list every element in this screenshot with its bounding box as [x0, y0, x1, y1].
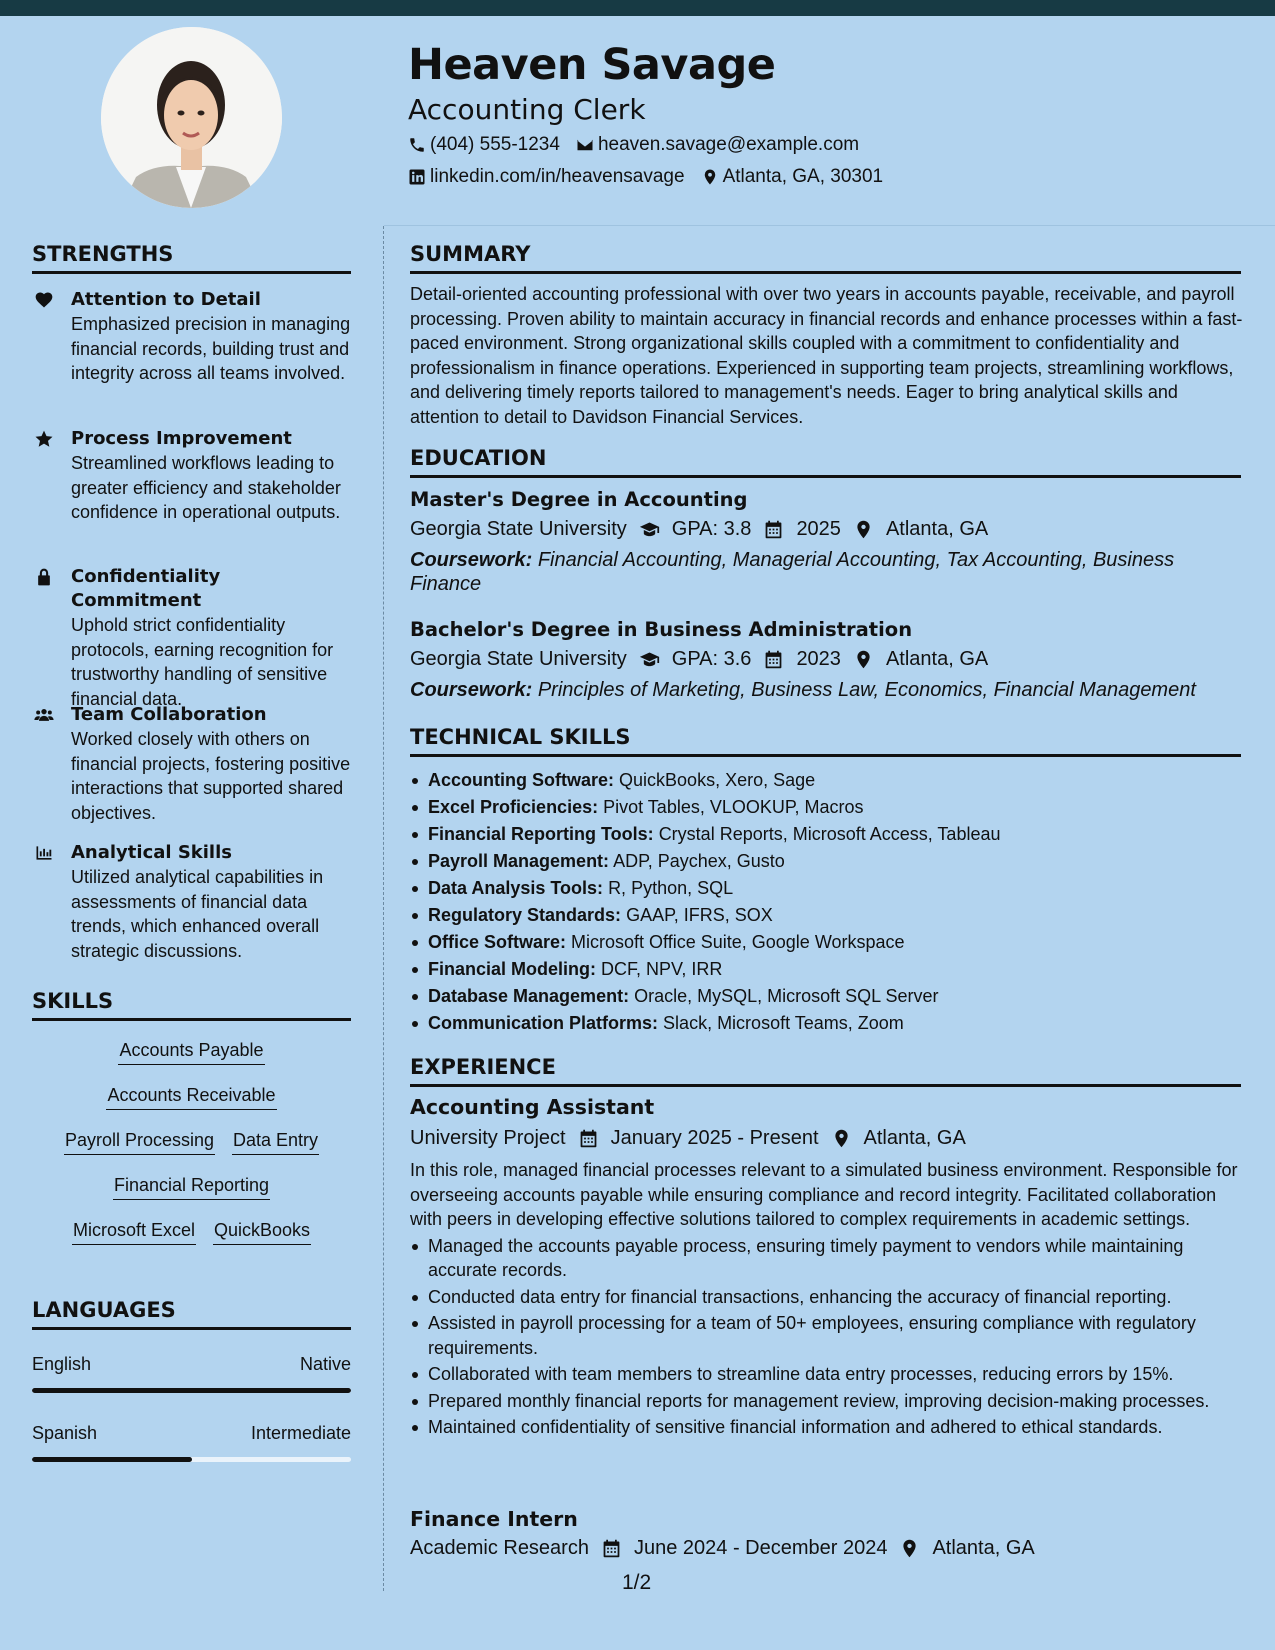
graduation-cap-icon	[639, 519, 660, 540]
skill-value: R, Python, SQL	[608, 878, 734, 898]
list-item: Collaborated with team members to streamline data entry processes, reducing errors by 15%.	[410, 1362, 1245, 1387]
column-divider	[383, 226, 384, 1591]
coursework-list: Financial Accounting, Managerial Accounting, Tax Accounting, Business Finance	[410, 549, 1175, 595]
email-text[interactable]: heaven.savage@example.com	[597, 134, 860, 155]
skill-label: Database Management:	[428, 986, 630, 1006]
skill-label: Communication Platforms:	[428, 1013, 659, 1033]
coursework-list: Principles of Marketing, Business Law, Economics, Financial Management	[537, 679, 1196, 701]
education-heading: EDUCATION	[410, 446, 1241, 478]
location-text: Atlanta, GA, 30301	[722, 166, 884, 187]
language-item	[32, 1423, 351, 1462]
phone-icon	[408, 136, 426, 154]
list-item	[410, 956, 1245, 983]
map-pin-icon	[899, 1538, 920, 1559]
language-proficiency-fill	[32, 1388, 351, 1393]
gpa: GPA: 3.8	[671, 518, 752, 540]
contact-row-1	[408, 134, 859, 156]
skill-value: Crystal Reports, Microsoft Access, Tableau	[658, 824, 1001, 844]
skill-chip: Data Entry	[232, 1130, 319, 1155]
technical-skills-heading: TECHNICAL SKILLS	[410, 725, 1241, 757]
languages-heading: LANGUAGES	[32, 1298, 351, 1330]
list-item: Managed the accounts payable process, ensuring timely payment to vendors while maintaining accurate records.	[410, 1234, 1245, 1283]
calendar-icon	[763, 649, 784, 670]
lock-icon	[34, 567, 54, 587]
strength-item	[32, 427, 352, 525]
education-item	[410, 488, 1245, 596]
job-org: University Project	[410, 1127, 566, 1149]
strengths-heading: STRENGTHS	[32, 242, 351, 274]
skill-value: GAAP, IFRS, SOX	[626, 905, 773, 925]
list-item	[410, 848, 1245, 875]
graduation-year: 2025	[796, 518, 841, 540]
skills-row	[32, 1220, 351, 1245]
coursework-label: Coursework:	[410, 679, 533, 701]
candidate-name: Heaven Savage	[408, 40, 776, 90]
contact-location	[701, 166, 884, 188]
summary-text: Detail-oriented accounting professional with over two years in accounts payable, receivable, and payroll processing. Proven ability to maintain accuracy in financial records and enhance processes within a fast-paced environment. Strong organizational skills coupled with a commitment to confidentiality and professionalism in finance operations. Experienced in supporting team projects, streamlining workflows, and delivering timely reports tailored to management's needs. Eager to bring analytical skills and attention to detail to Davidson Financial Services.	[410, 284, 1243, 427]
skills-heading: SKILLS	[32, 989, 351, 1021]
skill-label: Regulatory Standards:	[428, 905, 622, 925]
list-item	[410, 767, 1245, 794]
school-name: Georgia State University	[410, 518, 627, 540]
list-item	[410, 929, 1245, 956]
education-item	[410, 618, 1245, 702]
experience-item	[410, 1507, 1245, 1560]
job-dates: January 2025 - Present	[610, 1127, 819, 1149]
skill-value: ADP, Paychex, Gusto	[613, 851, 785, 871]
school-location: Atlanta, GA	[885, 518, 989, 540]
language-proficiency-bar	[32, 1388, 351, 1393]
strength-title: Team Collaboration	[71, 704, 267, 725]
chart-icon	[34, 843, 54, 863]
list-item	[410, 875, 1245, 902]
language-item	[32, 1354, 351, 1393]
contact-email[interactable]	[576, 134, 859, 156]
job-bullets	[410, 1234, 1245, 1440]
skill-value: Pivot Tables, VLOOKUP, Macros	[603, 797, 864, 817]
calendar-icon	[601, 1538, 622, 1559]
envelope-icon	[576, 136, 594, 154]
coursework	[410, 678, 1245, 702]
skills-row	[32, 1085, 351, 1110]
language-level: Native	[299, 1354, 351, 1374]
list-item	[410, 902, 1245, 929]
job-location: Atlanta, GA	[863, 1127, 966, 1149]
job-description: In this role, managed financial processes relevant to a simulated business environment. Responsible for overseeing accounts payable while ensuring compliance and record integrity. Facilitated collaboration with peers in developing effective solutions tailored to complex requirements in academic settings.	[410, 1160, 1238, 1229]
strength-title: Attention to Detail	[71, 289, 261, 310]
language-name: Spanish	[32, 1423, 98, 1443]
heart-icon	[34, 290, 54, 310]
strength-title: Confidentiality Commitment	[71, 566, 221, 611]
skill-label: Financial Modeling:	[428, 959, 597, 979]
skills-row	[32, 1175, 351, 1200]
strength-desc: Utilized analytical capabilities in assessments of financial data trends, which enhanced overall strategic discussions.	[71, 867, 324, 961]
candidate-title: Accounting Clerk	[408, 93, 646, 126]
strength-desc: Streamlined workflows leading to greater efficiency and stakeholder confidence in operational outputs.	[71, 453, 341, 522]
skill-label: Excel Proficiencies:	[428, 797, 599, 817]
list-item: Maintained confidentiality of sensitive financial information and adhered to ethical standards.	[410, 1415, 1245, 1440]
skill-chip: Payroll Processing	[64, 1130, 215, 1155]
skill-value: DCF, NPV, IRR	[601, 959, 723, 979]
graduation-cap-icon	[639, 649, 660, 670]
strength-title: Process Improvement	[71, 428, 292, 449]
skill-chip: Accounts Receivable	[106, 1085, 276, 1110]
skill-chip: Accounts Payable	[118, 1040, 264, 1065]
degree-title: Bachelor's Degree in Business Administration	[410, 618, 913, 641]
skill-value: QuickBooks, Xero, Sage	[619, 770, 816, 790]
calendar-icon	[578, 1128, 599, 1149]
star-icon	[34, 429, 54, 449]
users-icon	[34, 705, 54, 725]
skill-label: Office Software:	[428, 932, 567, 952]
school-location: Atlanta, GA	[885, 648, 989, 670]
job-org: Academic Research	[410, 1537, 589, 1559]
experience-item	[410, 1095, 1245, 1442]
profile-photo	[101, 27, 282, 208]
experience-heading: EXPERIENCE	[410, 1055, 1241, 1087]
list-item	[410, 821, 1245, 848]
coursework	[410, 548, 1245, 596]
strength-item	[32, 841, 352, 963]
calendar-icon	[763, 519, 784, 540]
strength-desc: Uphold strict confidentiality protocols, earning recognition for trustworthy handling of sensitive financial data.	[71, 615, 334, 709]
technical-skills-list	[410, 767, 1245, 1037]
skill-label: Financial Reporting Tools:	[428, 824, 654, 844]
skill-value: Slack, Microsoft Teams, Zoom	[663, 1013, 904, 1033]
language-proficiency-fill	[32, 1457, 192, 1462]
contact-row-2	[408, 166, 883, 188]
graduation-year: 2023	[796, 648, 841, 670]
top-accent-bar	[0, 0, 1275, 16]
strength-item	[32, 288, 352, 386]
strength-item	[32, 703, 352, 825]
phone-text: (404) 555-1234	[430, 134, 560, 155]
list-item: Prepared monthly financial reports for management review, improving decision-making processes.	[410, 1389, 1245, 1414]
skill-value: Microsoft Office Suite, Google Workspace	[571, 932, 905, 952]
strength-desc: Emphasized precision in managing financial records, building trust and integrity across all teams involved.	[71, 314, 351, 383]
job-dates: June 2024 - December 2024	[633, 1537, 888, 1559]
map-pin-icon	[853, 519, 874, 540]
job-title: Finance Intern	[410, 1507, 578, 1531]
page-number: 1/2	[622, 1571, 652, 1594]
contact-phone	[408, 134, 560, 156]
list-item: Assisted in payroll processing for a team of 50+ employees, ensuring compliance with regulatory requirements.	[410, 1311, 1245, 1360]
strength-desc: Worked closely with others on financial projects, fostering positive interactions that supported shared objectives.	[71, 729, 351, 823]
list-item: Conducted data entry for financial transactions, enhancing the accuracy of financial reporting.	[410, 1285, 1245, 1310]
map-pin-icon	[701, 168, 719, 186]
skill-label: Payroll Management:	[428, 851, 610, 871]
list-item	[410, 983, 1245, 1010]
linkedin-icon	[408, 168, 426, 186]
contact-linkedin[interactable]	[408, 166, 685, 188]
skill-label: Accounting Software:	[428, 770, 615, 790]
list-item	[410, 1010, 1245, 1037]
linkedin-text[interactable]: linkedin.com/in/heavensavage	[430, 166, 685, 187]
strength-item	[32, 565, 352, 711]
language-level: Intermediate	[250, 1423, 351, 1443]
skill-value: Oracle, MySQL, Microsoft SQL Server	[634, 986, 939, 1006]
list-item	[410, 794, 1245, 821]
map-pin-icon	[831, 1128, 852, 1149]
skill-chip: Financial Reporting	[113, 1175, 270, 1200]
school-name: Georgia State University	[410, 648, 627, 670]
map-pin-icon	[853, 649, 874, 670]
strength-title: Analytical Skills	[71, 842, 232, 863]
skill-chip: QuickBooks	[213, 1220, 311, 1245]
skill-chip: Microsoft Excel	[72, 1220, 196, 1245]
skill-label: Data Analysis Tools:	[428, 878, 604, 898]
gpa: GPA: 3.6	[671, 648, 752, 670]
skills-row	[32, 1130, 351, 1155]
degree-title: Master's Degree in Accounting	[410, 488, 748, 511]
skills-row	[32, 1040, 351, 1065]
summary-heading: SUMMARY	[410, 242, 1241, 274]
coursework-label: Coursework:	[410, 549, 533, 571]
header-divider	[384, 225, 1275, 226]
language-name: English	[32, 1354, 92, 1374]
language-proficiency-bar	[32, 1457, 351, 1462]
job-title: Accounting Assistant	[410, 1095, 655, 1119]
job-location: Atlanta, GA	[932, 1537, 1035, 1559]
